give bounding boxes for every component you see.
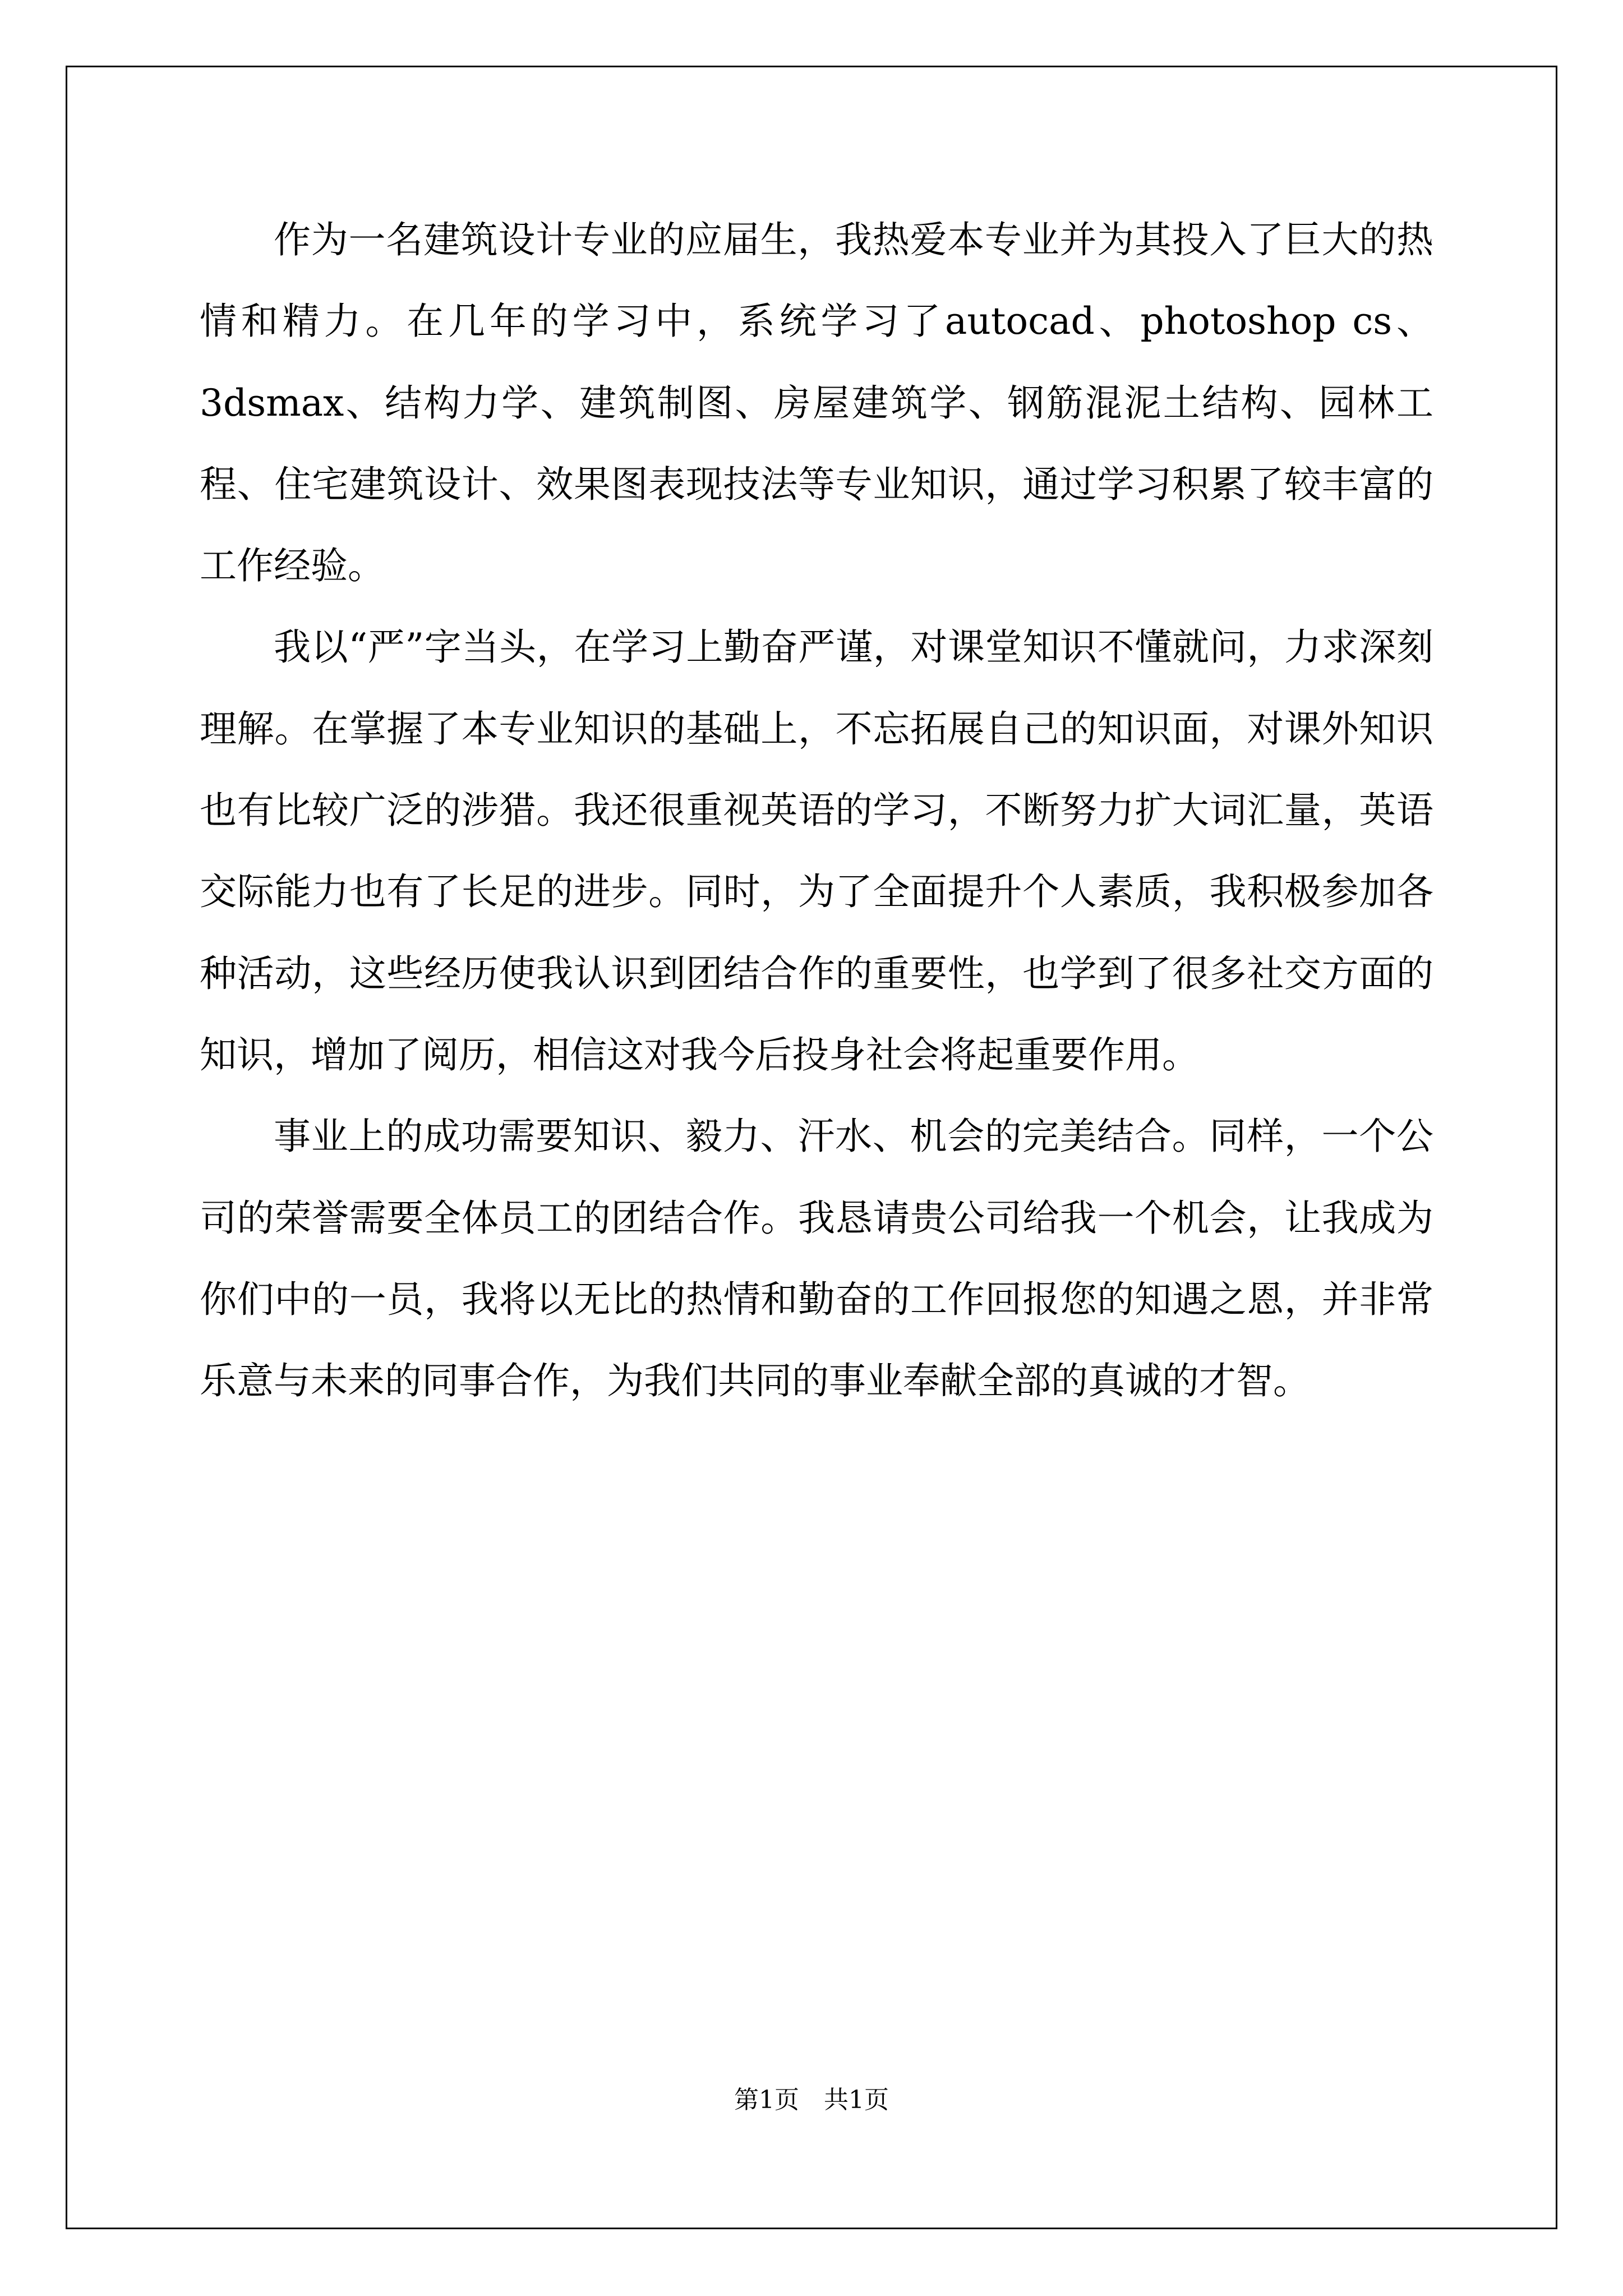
document-body <box>200 199 1433 1421</box>
paragraph-1: 作为一名建筑设计专业的应届生，我热爱本专业并为其投入了巨大的热情和精力。在几年的学习中，系统学习了autocad、photoshop cs、3dsmax、结构力学、建筑制图、房屋建筑学、钢筋混泥土结构、园林工程、住宅建筑设计、效果图表现技法等专业知识，通过学习积累了较丰富的工作经验。 <box>200 218 1433 588</box>
paragraph-3: 事业上的成功需要知识、毅力、汗水、机会的完美结合。同样，一个公司的荣誉需要全体员工的团结合作。我恳请贵公司给我一个机会，让我成为你们中的一员，我将以无比的热情和勤奋的工作回报您的知遇之恩，并非常乐意与未来的同事合作，为我们共同的事业奉献全部的真诚的才智。 <box>200 1115 1433 1403</box>
paragraph-2: 我以“严”字当头，在学习上勤奋严谨，对课堂知识不懂就问，力求深刻理解。在掌握了本专业知识的基础上，不忘拓展自己的知识面，对课外知识也有比较广泛的涉猎。我还很重视英语的学习，不断努力扩大词汇量，英语交际能力也有了长足的进步。同时，为了全面提升个人素质，我积极参加各种活动，这些经历使我认识到团结合作的重要性，也学到了很多社交方面的知识，增加了阅历，相信这对我今后投身社会将起重要作用。 <box>200 625 1433 1076</box>
page-number-total: 共1页 <box>824 2086 889 2114</box>
page-footer <box>0 2083 1623 2117</box>
page-number-current: 第1页 <box>734 2086 799 2114</box>
